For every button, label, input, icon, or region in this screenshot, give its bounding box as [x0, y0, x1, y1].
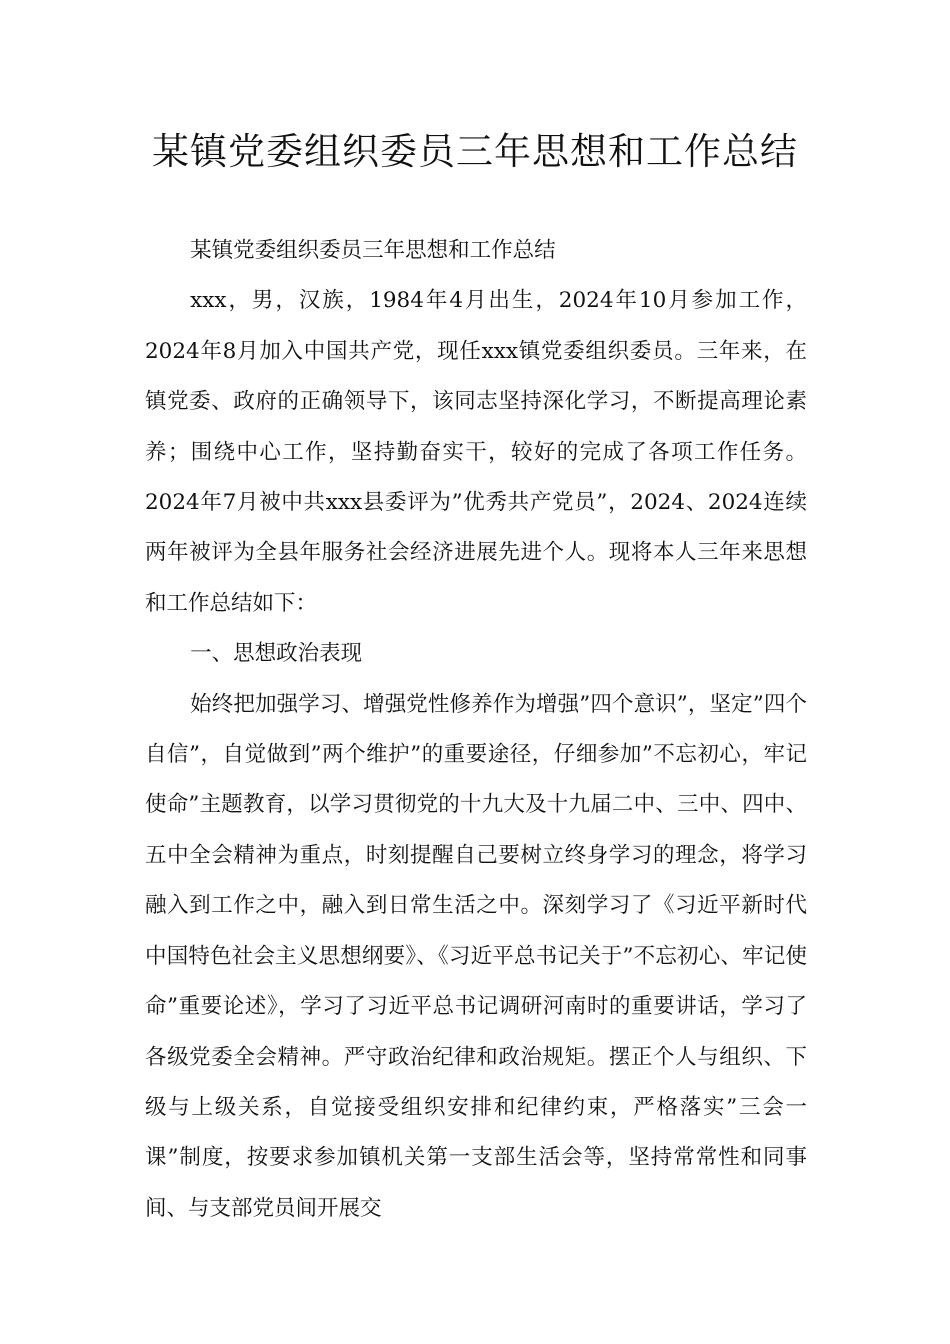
- document-title: 某镇党委组织委员三年思想和工作总结: [152, 130, 798, 173]
- section-heading: 一、思想政治表现: [190, 641, 363, 667]
- intro-paragraph: xxx，男，汉族，1984年4月出生，2024年10月参加工作，2024年8月加入中国共产党，现任xxx镇党委组织委员。三年来，在镇党委、政府的正确领导下，该同志坚持深化学习，不断提高理论素养；围绕中心工作，坚持勤奋实干，较好的完成了各项工作任务。2024年7月被中共xxx县委评为”优秀共产党员”，2024、2024连续两年被评为全县年服务社会经济进展先进个人。现将本人三年来思想和工作总结如下：: [145, 288, 807, 616]
- subtitle-paragraph: 某镇党委组织委员三年思想和工作总结: [190, 238, 556, 263]
- document-body: [145, 226, 807, 1234]
- section-paragraph: 始终把加强学习、增强党性修养作为增强”四个意识”，坚定”四个自信”，自觉做到”两个维护”的重要途径，仔细参加”不忘初心，牢记使命”主题教育，以学习贯彻党的十九大及十九届二中、三中、四中、五中全会精神为重点，时刻提醒自己要树立终身学习的理念，将学习融入到工作之中，融入到日常生活之中。深刻学习了《习近平新时代中国特色社会主义思想纲要》、《习近平总书记关于”不忘初心、牢记使命”重要论述》，学习了习近平总书记调研河南时的重要讲话，学习了各级党委全会精神。严守政治纪律和政治规矩。摆正个人与组织、下级与上级关系，自觉接受组织安排和纪律约束，严格落实”三会一课”制度，按要求参加镇机关第一支部生活会等，坚持常常性和同事间、与支部党员间开展交: [145, 691, 807, 1221]
